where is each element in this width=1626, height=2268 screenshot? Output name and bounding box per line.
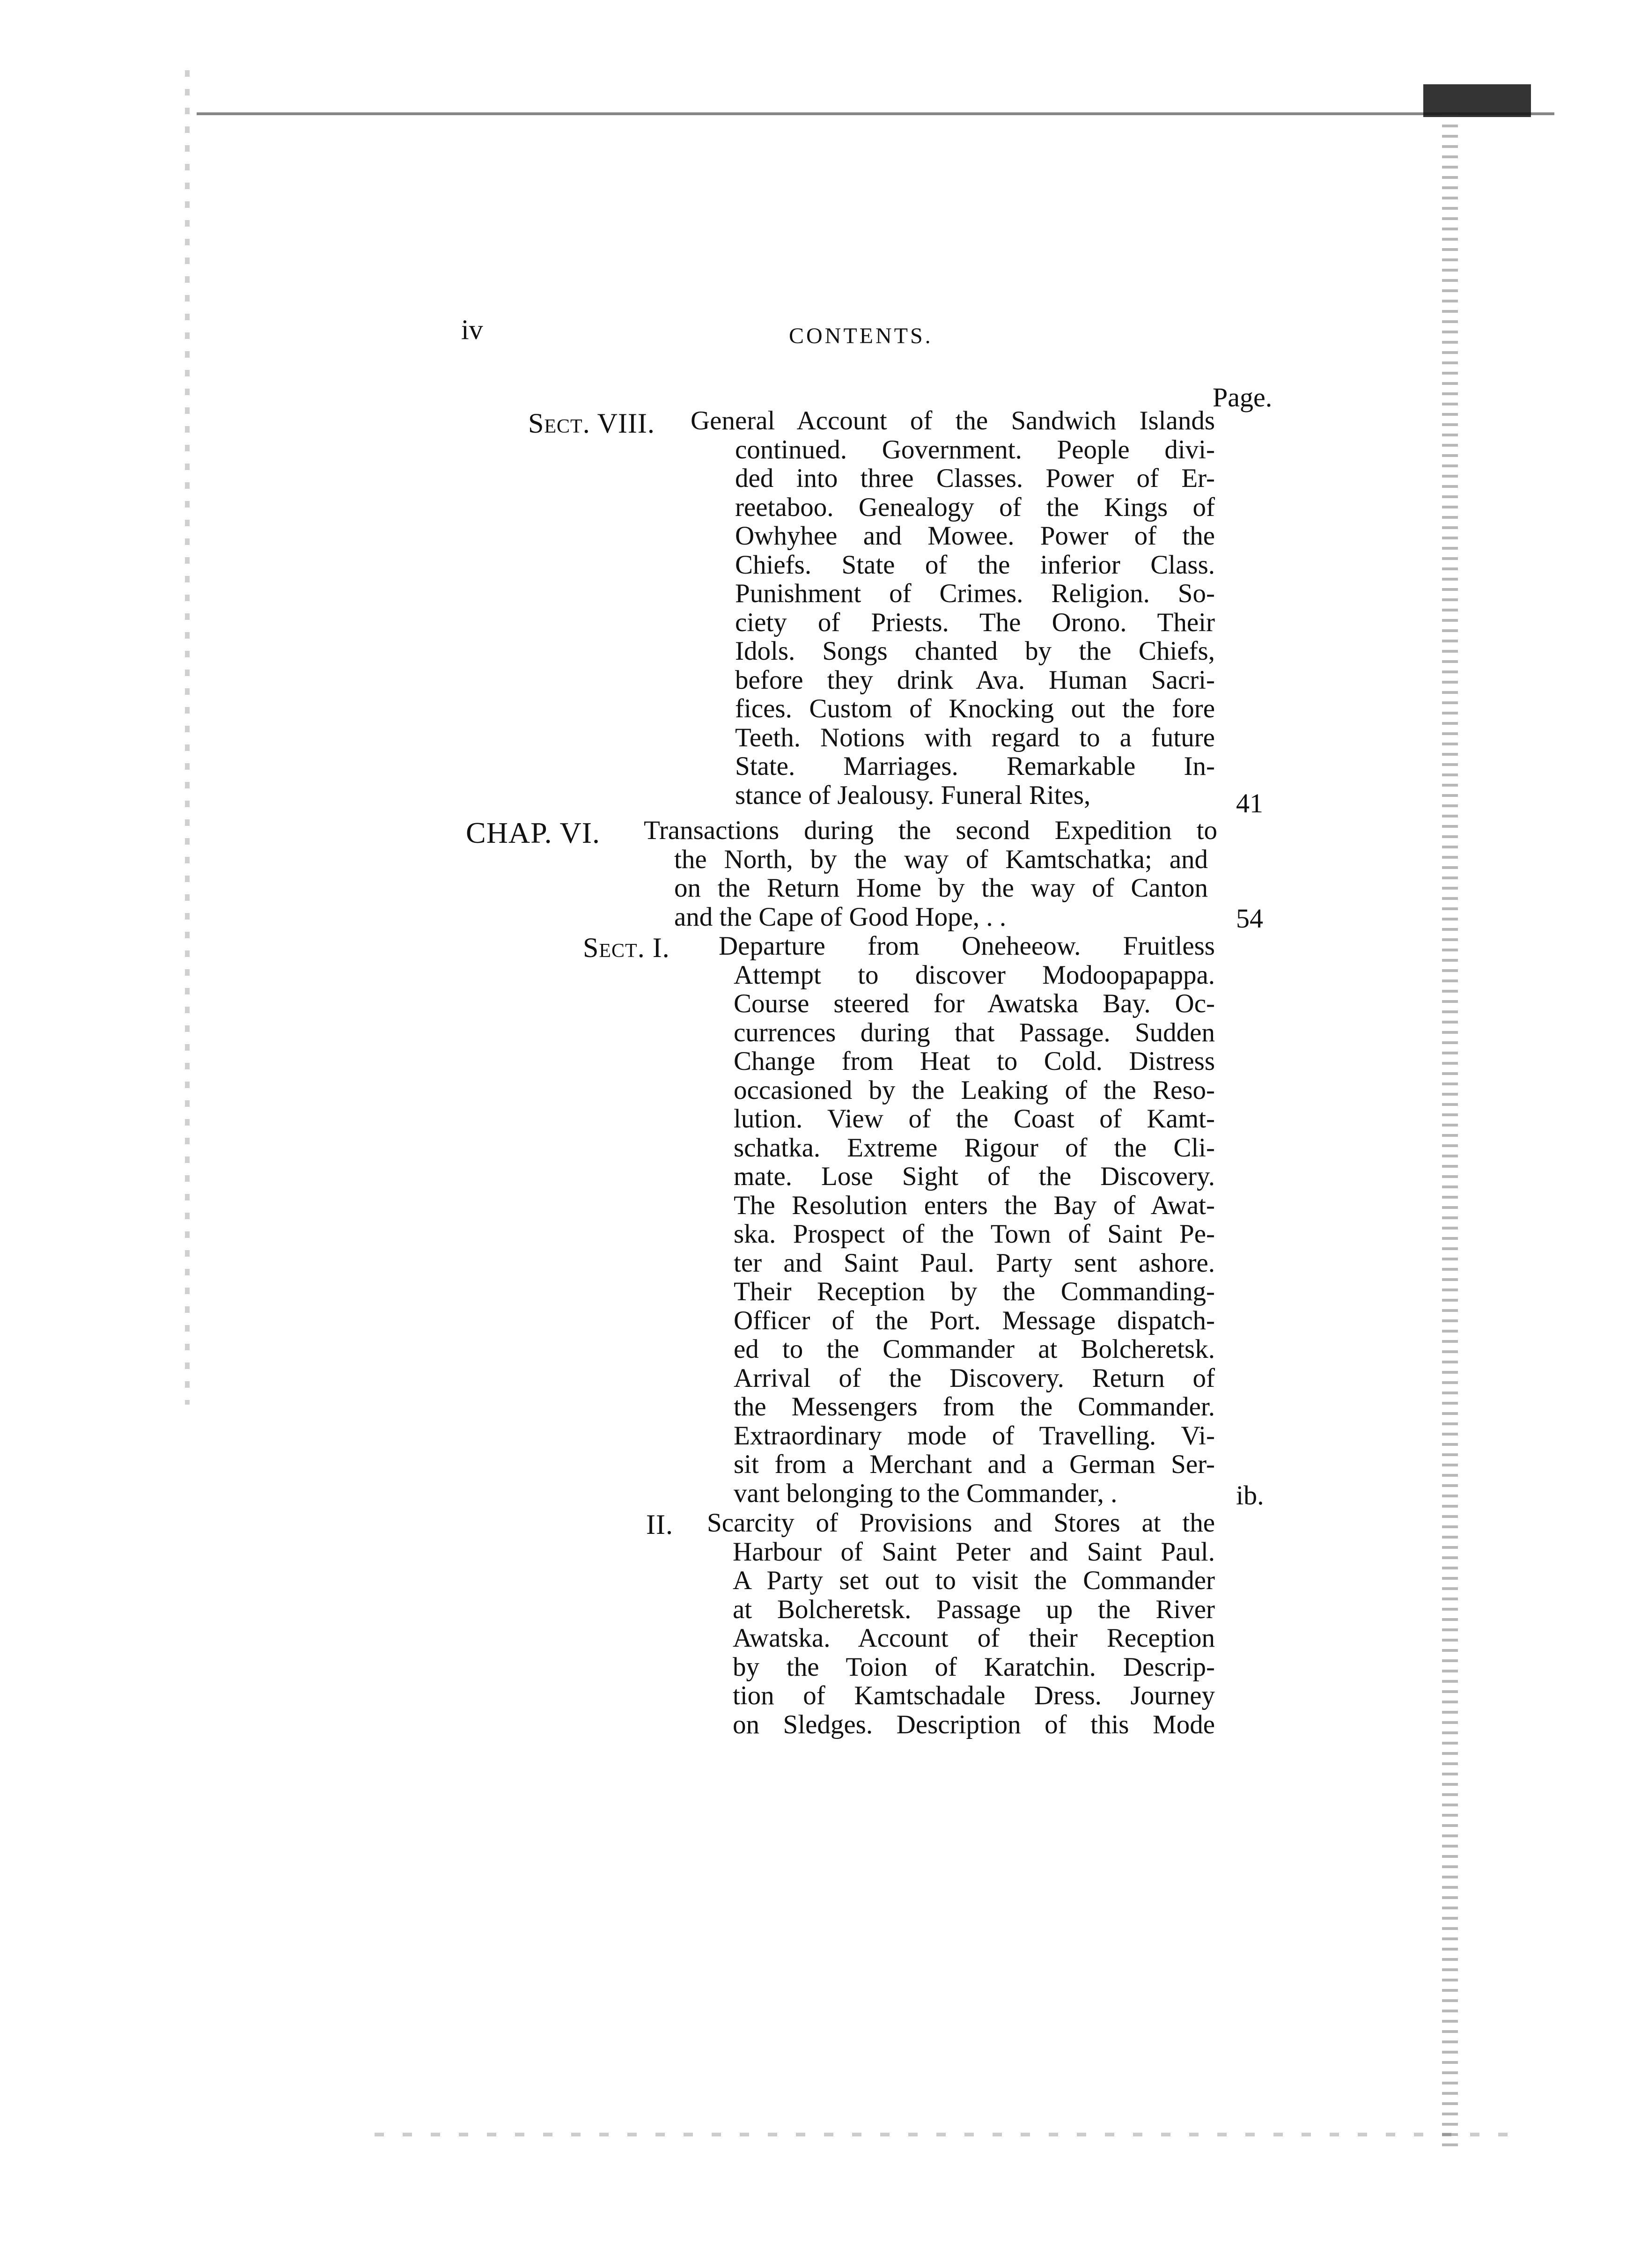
- entry-line: The Resolution enters the Bay of Awat-: [734, 1190, 1215, 1220]
- entry-line: vant belonging to the Commander, .: [734, 1478, 1118, 1508]
- entry-line: reetaboo. Genealogy of the Kings of: [735, 492, 1215, 522]
- entry-line: the Messengers from the Commander.: [734, 1392, 1215, 1421]
- entry-line: ded into three Classes. Power of Er-: [735, 464, 1215, 493]
- entry-line: the North, by the way of Kamtschatka; and: [674, 844, 1208, 874]
- entry-line: continued. Government. People divi-: [735, 434, 1215, 464]
- scan-corner-mark: [1423, 84, 1531, 117]
- entry-description: [719, 932, 1215, 1508]
- entry-line: lution. View of the Coast of Kamt-: [734, 1104, 1215, 1134]
- page-column-label: Page.: [1213, 382, 1273, 412]
- entry-line: by the Toion of Karatchin. Descrip-: [733, 1652, 1215, 1682]
- entry-page-number: 54: [1236, 903, 1263, 934]
- entry-line: fices. Custom of Knocking out the fore: [735, 694, 1215, 723]
- scan-bottom-edge: [375, 2133, 1522, 2136]
- entry-label: Sect. VIII.: [528, 408, 655, 439]
- scan-right-edge: [1442, 94, 1458, 2154]
- entry-line: A Party set out to visit the Commander: [733, 1566, 1215, 1595]
- entry-line: Extraordinary mode of Travelling. Vi-: [734, 1421, 1215, 1451]
- entry-line: Attempt to discover Modoopapappa.: [734, 960, 1215, 990]
- entry-page-number: 41: [1236, 788, 1263, 818]
- entry-line: on Sledges. Description of this Mode: [733, 1709, 1215, 1739]
- entry-line: Transactions during the second Expedition to: [644, 816, 1217, 845]
- entry-line: ciety of Priests. The Orono. Their: [735, 607, 1215, 637]
- entry-line: Course steered for Awatska Bay. Oc-: [734, 989, 1215, 1018]
- entry-line: sit from a Merchant and a German Ser-: [734, 1450, 1215, 1479]
- page-folio: iv: [461, 314, 483, 345]
- entry-line: and the Cape of Good Hope, . .: [674, 902, 1007, 932]
- entry-line: mate. Lose Sight of the Discovery.: [734, 1162, 1215, 1191]
- entry-line: ska. Prospect of the Town of Saint Pe-: [734, 1219, 1215, 1249]
- entry-line: Arrival of the Discovery. Return of: [734, 1363, 1215, 1393]
- entry-line: Officer of the Port. Message dispatch-: [734, 1305, 1215, 1335]
- entry-line: Awatska. Account of their Reception: [733, 1623, 1215, 1653]
- entry-description: [691, 406, 1215, 810]
- entry-label: Sect. I.: [583, 932, 670, 963]
- entry-line: tion of Kamtschadale Dress. Journey: [733, 1681, 1215, 1710]
- entry-line: Chiefs. State of the inferior Class.: [735, 550, 1215, 580]
- entry-line: on the Return Home by the way of Canton: [674, 873, 1208, 903]
- entry-line: at Bolcheretsk. Passage up the River: [733, 1594, 1215, 1624]
- entry-line: Teeth. Notions with regard to a future: [735, 722, 1215, 752]
- entry-line: Idols. Songs chanted by the Chiefs,: [735, 636, 1215, 666]
- entry-description: [644, 816, 1217, 931]
- entry-line: General Account of the Sandwich Islands: [691, 406, 1215, 435]
- entry-line: before they drink Ava. Human Sacri-: [735, 665, 1215, 695]
- entry-page-number: ib.: [1236, 1480, 1264, 1510]
- entry-line: Punishment of Crimes. Religion. So-: [735, 579, 1215, 608]
- entry-line: ed to the Commander at Bolcheretsk.: [734, 1334, 1215, 1364]
- entry-line: Change from Heat to Cold. Distress: [734, 1046, 1215, 1076]
- entry-line: occasioned by the Leaking of the Reso-: [734, 1075, 1215, 1105]
- entry-line: schatka. Extreme Rigour of the Cli-: [734, 1133, 1215, 1163]
- entry-label: CHAP. VI.: [466, 816, 600, 849]
- entry-line: Owhyhee and Mowee. Power of the: [735, 521, 1215, 551]
- page-running-title: CONTENTS.: [789, 324, 933, 348]
- entry-line: Scarcity of Provisions and Stores at the: [707, 1508, 1215, 1538]
- entry-line: ter and Saint Paul. Party sent ashore.: [734, 1248, 1215, 1278]
- entry-line: Harbour of Saint Peter and Saint Paul.: [733, 1537, 1215, 1567]
- entry-label: II.: [646, 1509, 673, 1540]
- entry-line: currences during that Passage. Sudden: [734, 1017, 1215, 1047]
- scan-left-edge: [185, 70, 190, 1405]
- entry-line: State. Marriages. Remarkable In-: [735, 751, 1215, 781]
- entry-line: Departure from Oneheeow. Fruitless: [719, 931, 1215, 961]
- entry-line: Their Reception by the Commanding-: [734, 1277, 1215, 1306]
- entry-line: stance of Jealousy. Funeral Rites,: [735, 780, 1091, 810]
- entry-description: [707, 1509, 1215, 1739]
- scan-top-rule: [197, 112, 1554, 115]
